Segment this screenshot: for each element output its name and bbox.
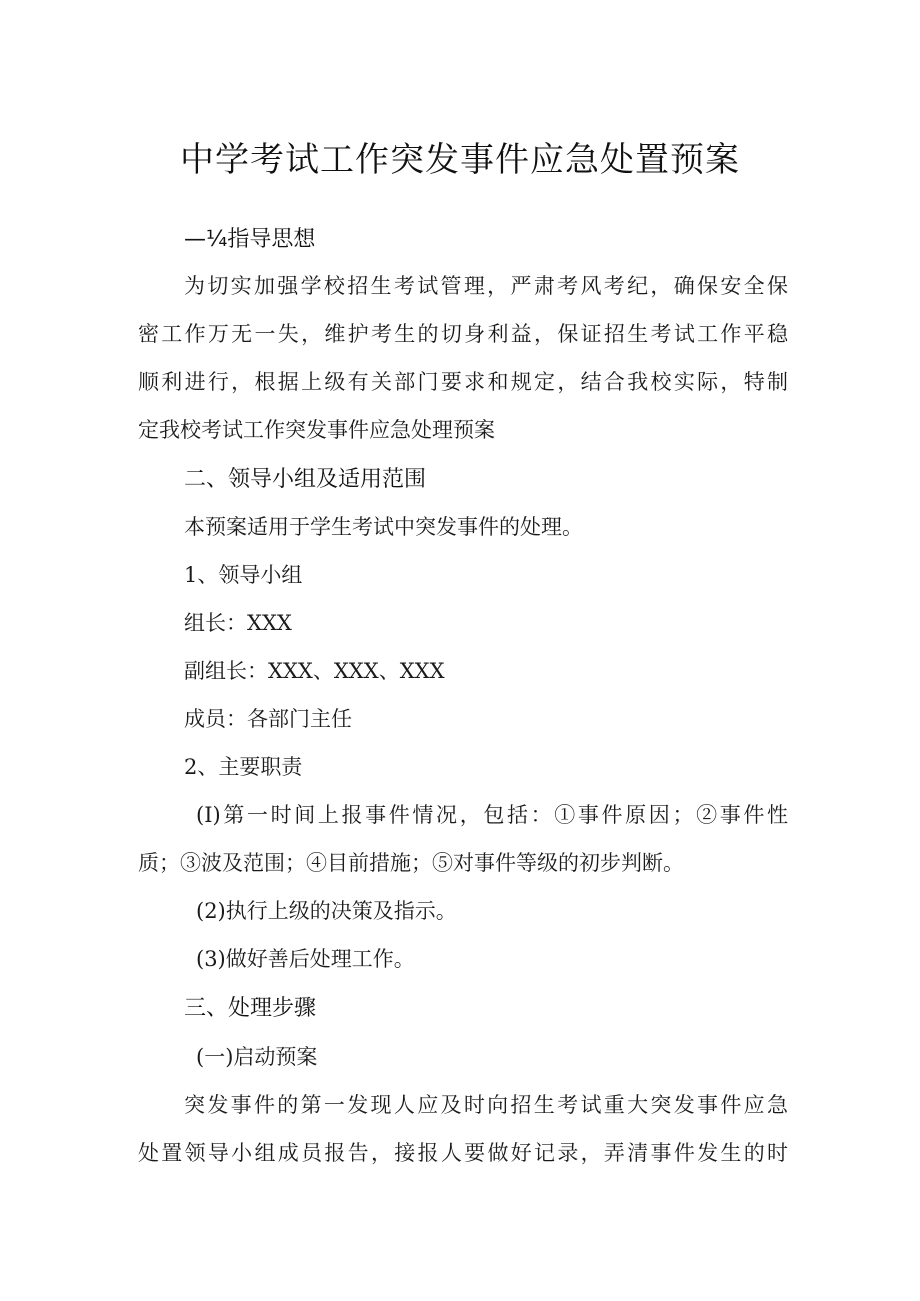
section-heading-guiding-ideology: —¼指导思想 (184, 227, 316, 252)
duty-item: (I)第一时间上报事件情况，包括：①事件原因；②事件性 (196, 803, 788, 827)
paragraph-line: 密工作万无一失，维护考生的切身利益，保证招生考试工作平稳 (138, 322, 788, 346)
scope-text: 本预案适用于学生考试中突发事件的处理。 (184, 515, 583, 539)
deputy-line: 副组长：XXX、XXX、XXX (184, 659, 445, 683)
duty-item: (2)执行上级的决策及指示。 (196, 899, 457, 923)
paragraph-line: 突发事件的第一发现人应及时向招生考试重大突发事件应急 (184, 1093, 788, 1117)
document-title: 中学考试工作突发事件应急处置预案 (180, 140, 740, 180)
paragraph-line: 为切实加强学校招生考试管理，严肃考风考纪，确保安全保 (184, 274, 788, 298)
paragraph-line: 顺利进行，根据上级有关部门要求和规定，结合我校实际，特制 (138, 370, 788, 394)
duties-title: 2、主要职责 (184, 755, 303, 779)
paragraph-line: 定我校考试工作突发事件应急处理预案 (138, 418, 495, 442)
group-title: 1、领导小组 (184, 563, 303, 587)
section-heading-leadership: 二、领导小组及适用范围 (184, 467, 427, 492)
leader-line: 组长：XXX (184, 611, 292, 635)
paragraph-line: 处置领导小组成员报告，接报人要做好记录，弄清事件发生的时 (138, 1141, 788, 1165)
section-heading-procedure: 三、处理步骤 (184, 996, 317, 1021)
duty-item: (3)做好善后处理工作。 (196, 947, 415, 971)
subsection-title: (一)启动预案 (196, 1045, 318, 1069)
members-line: 成员：各部门主任 (184, 707, 352, 731)
duty-item: 质；③波及范围；④目前措施；⑤对事件等级的初步判断。 (138, 851, 684, 875)
